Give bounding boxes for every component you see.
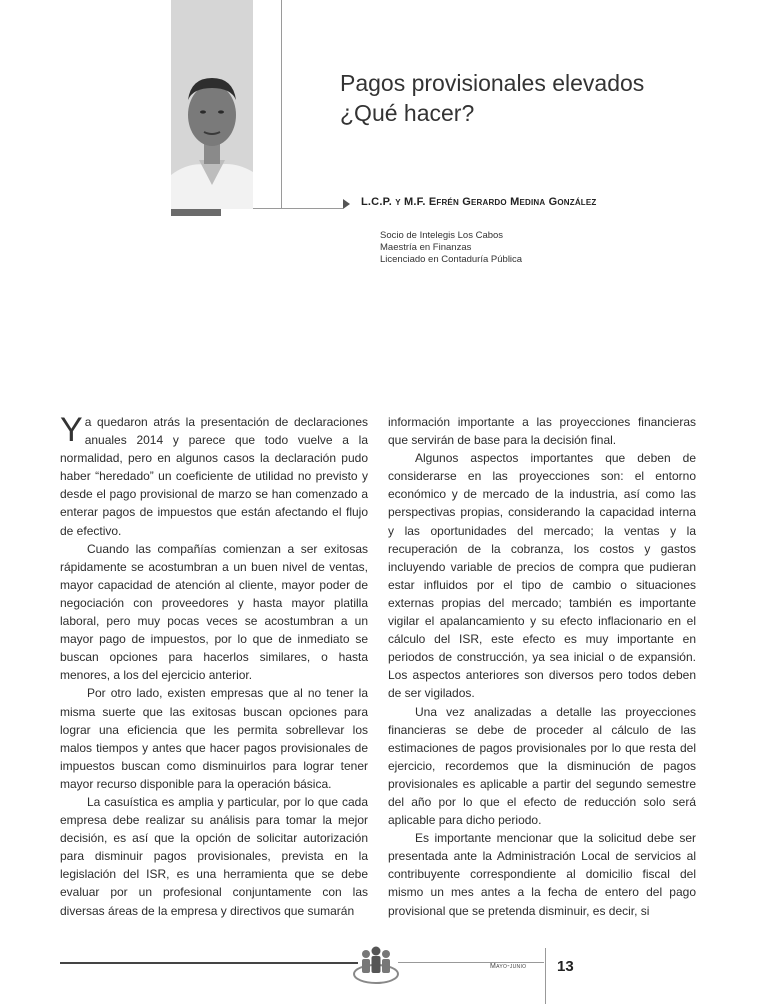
title-line-2: ¿Qué hacer? [340, 100, 475, 126]
title-line-1: Pagos provisionales elevados [340, 70, 645, 96]
author-photo [171, 0, 253, 209]
triangle-bullet-icon [343, 199, 350, 209]
paragraph-text: a quedaron atrás la presentación de declaraciones anuales 2014 y parece que todo vuelve a la normalidad, pero en algunos casos la declaración pudo haber “heredado” un coeficiente de utilidad no previsto y desde el pago provisional de marzo se han comenzado a enterar pagos de impuestos que están afectando el flujo de efectivo. [60, 415, 368, 538]
drop-cap: Y [60, 411, 83, 449]
header-vertical-rule [281, 0, 282, 209]
paragraph: Por otro lado, existen empresas que al no tener la misma suerte que las exitosas buscan opciones para lograr una eficiencia que les permita sobrellevar los malos tiempos y antes que hacer pagos provisionales de impuestos buscan como disminuirlos para lograr tener mayor recurso disponible para la operación básica. [60, 686, 368, 791]
footer-vertical-rule [545, 948, 546, 1004]
header-horizontal-rule [253, 208, 343, 209]
body-column-right [388, 413, 696, 920]
author-name: L.C.P. y M.F. Efrén Gerardo Medina González [361, 196, 597, 208]
photo-base-bar [171, 209, 221, 216]
paragraph [60, 413, 368, 540]
publisher-logo-icon [352, 944, 400, 986]
body-column-left [60, 413, 368, 920]
paragraph: información importante a las proyecciones financieras que servirán de base para la decisión final. [388, 415, 696, 448]
credential-line: Licenciado en Contaduría Pública [380, 254, 523, 265]
credential-line: Socio de Intelegis Los Cabos [380, 230, 504, 241]
paragraph: La casuística es amplia y particular, por lo que cada empresa debe realizar su análisis para tomar la mejor decisión, es así que la opción de solicitar autorización para disminuir pagos provisionales, prevista en la legislación del ISR, es una herramienta que se debe evaluar por un profesional conjuntamente con las diversas áreas de la empresa y directivos que sumarán [60, 794, 368, 918]
paragraph: Una vez analizadas a detalle las proyecciones financieras se debe de proceder al cálculo de las estimaciones de pagos provisionales por lo que resta del ejercicio, recordemos que la disminución de pagos provisionales es aplicable a partir del segundo semestre del año por lo que el efecto de reducción solo será aplicable para dicho periodo. [388, 704, 696, 828]
paragraph: Es importante mencionar que la solicitud debe ser presentada ante la Administración Local de servicios al contribuyente correspondiente al domicilio fiscal del mismo un mes antes a la fecha de entero del pago provisional que se pretenda disminuir, es decir, si [388, 831, 696, 918]
article-title [340, 68, 720, 128]
page-number: 13 [557, 958, 574, 975]
footer-rule [60, 962, 358, 964]
paragraph: Algunos aspectos importantes que deben de considerarse en las proyecciones son: el entorno económico y de mercado de la industria, así como las perspectivas propias, considerando la capacidad interna y las oportunidades del mercado; la ventas y la recuperación de la cobranza, los costos y gastos incluyendo variable de precios de compra que pudieran estar influidos por el tipo de cambio o situaciones externas propias del mercado; también es importante vigilar el apalancamiento y su efecto inflacionario en el cálculo del ISR, este efecto es muy importante en periodos de construcción, ya sea inicial o de expansión. Los aspectos anteriores son diversos pero todos deben de ser vigilados. [388, 451, 696, 701]
author-credentials [380, 230, 522, 266]
credential-line: Maestría en Finanzas [380, 242, 472, 253]
issue-label: Mayo-junio [490, 963, 527, 970]
paragraph: Cuando las compañías comienzan a ser exitosas rápidamente se acostumbran a un buen nivel de ventas, mayor capacidad de atención al cliente, mayor poder de negociación con proveedores y hasta mayor platilla laboral, pero muy pocas veces se acostumbran a un mayor pago de impuestos, por lo que de inmediato se buscan opciones para hacerlos similares, o hasta menores, a los del ejercicio anterior. [60, 541, 368, 683]
